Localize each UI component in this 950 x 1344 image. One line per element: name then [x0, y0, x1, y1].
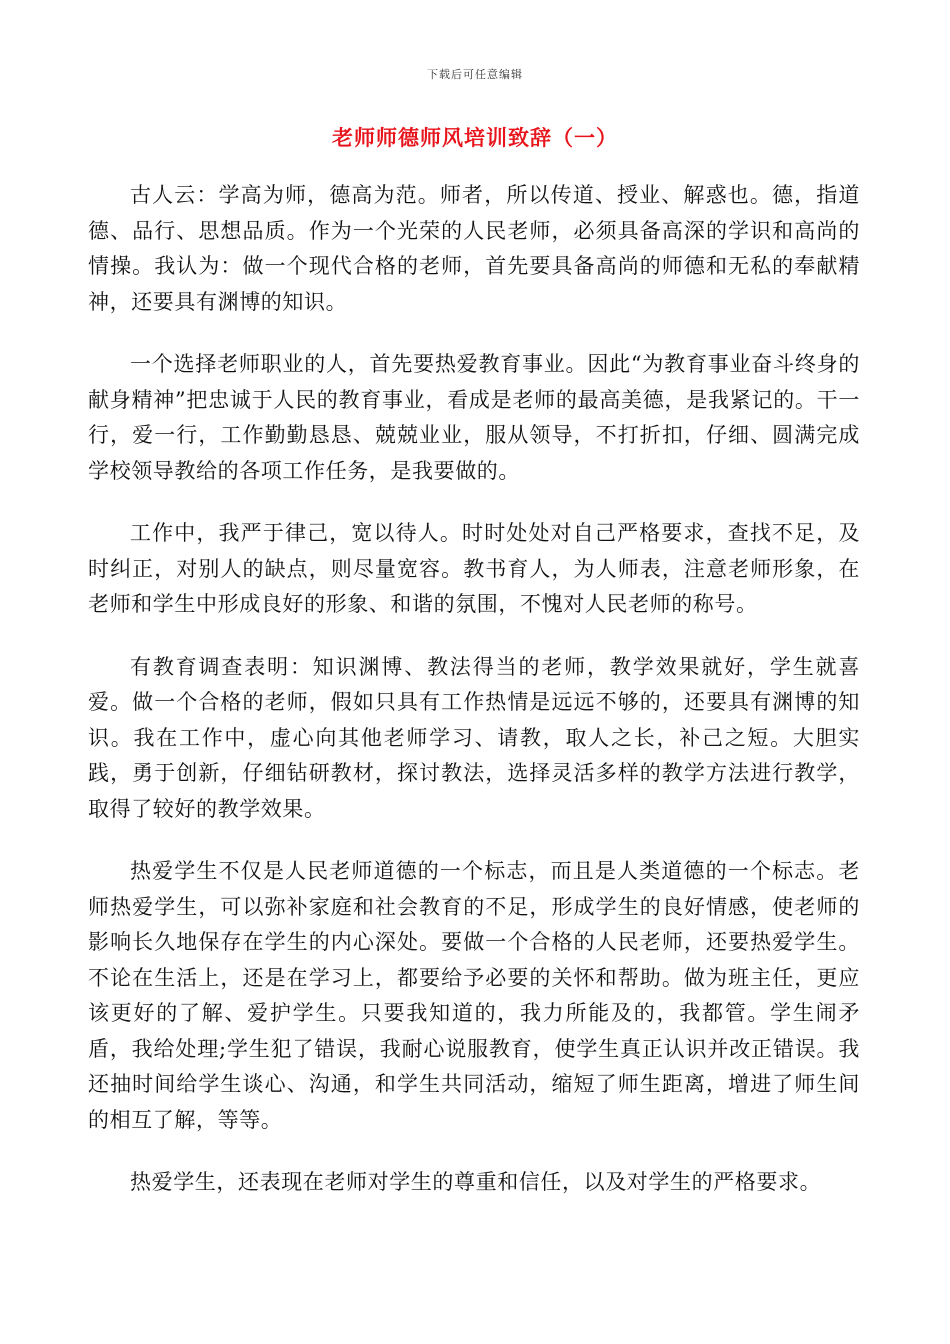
paragraph: 有教育调查表明：知识渊博、教法得当的老师，教学效果就好，学生就喜爱。做一个合格的老师，假如只具有工作热情是远远不够的，还要具有渊博的知识。我在工作中，虚心向其他老师学习、请教，取人之长，补己之短。大胆实践，勇于创新，仔细钻研教材，探讨教法，选择灵活多样的教学方法进行教学，取得了较好的教学效果。 [88, 654, 860, 821]
paragraph: 古人云：学高为师，德高为范。师者，所以传道、授业、解惑也。德，指道德、品行、思想品质。作为一个光荣的人民老师，必须具备高深的学识和高尚的情操。我认为：做一个现代合格的老师，首先要具备高尚的师德和无私的奉献精神，还要具有渊博的知识。 [88, 183, 860, 314]
document-body [88, 178, 860, 1228]
header-note: 下载后可任意编辑 [427, 68, 523, 81]
paragraph: 热爱学生不仅是人民老师道德的一个标志，而且是人类道德的一个标志。老师热爱学生，可以弥补家庭和社会教育的不足，形成学生的良好情感，使老师的影响长久地保存在学生的内心深处。要做一个合格的人民老师，还要热爱学生。不论在生活上，还是在学习上，都要给予必要的关怀和帮助。做为班主任，更应该更好的了解、爱护学生。只要我知道的，我力所能及的，我都管。学生闹矛盾，我给处理;学生犯了错误，我耐心说服教育，使学生真正认识并改正错误。我还抽时间给学生谈心、沟通，和学生共同活动，缩短了师生距离，增进了师生间的相互了解，等等。 [88, 859, 860, 1132]
paragraph: 一个选择老师职业的人，首先要热爱教育事业。因此“为教育事业奋斗终身的献身精神”把忠诚于人民的教育事业，看成是老师的最高美德，是我紧记的。干一行，爱一行，工作勤勤恳恳、兢兢业业，服从领导，不打折扣，仔细、圆满完成学校领导教给的各项工作任务，是我要做的。 [88, 352, 860, 483]
paragraph: 热爱学生，还表现在老师对学生的尊重和信任，以及对学生的严格要求。 [130, 1170, 822, 1194]
document-title: 老师师德师风培训致辞（一） [332, 125, 618, 150]
paragraph: 工作中，我严于律己，宽以待人。时时处处对自己严格要求，查找不足，及时纠正，对别人的缺点，则尽量宽容。教书育人，为人师表，注意老师形象，在老师和学生中形成良好的形象、和谐的氛围，不愧对人民老师的称号。 [88, 521, 860, 616]
